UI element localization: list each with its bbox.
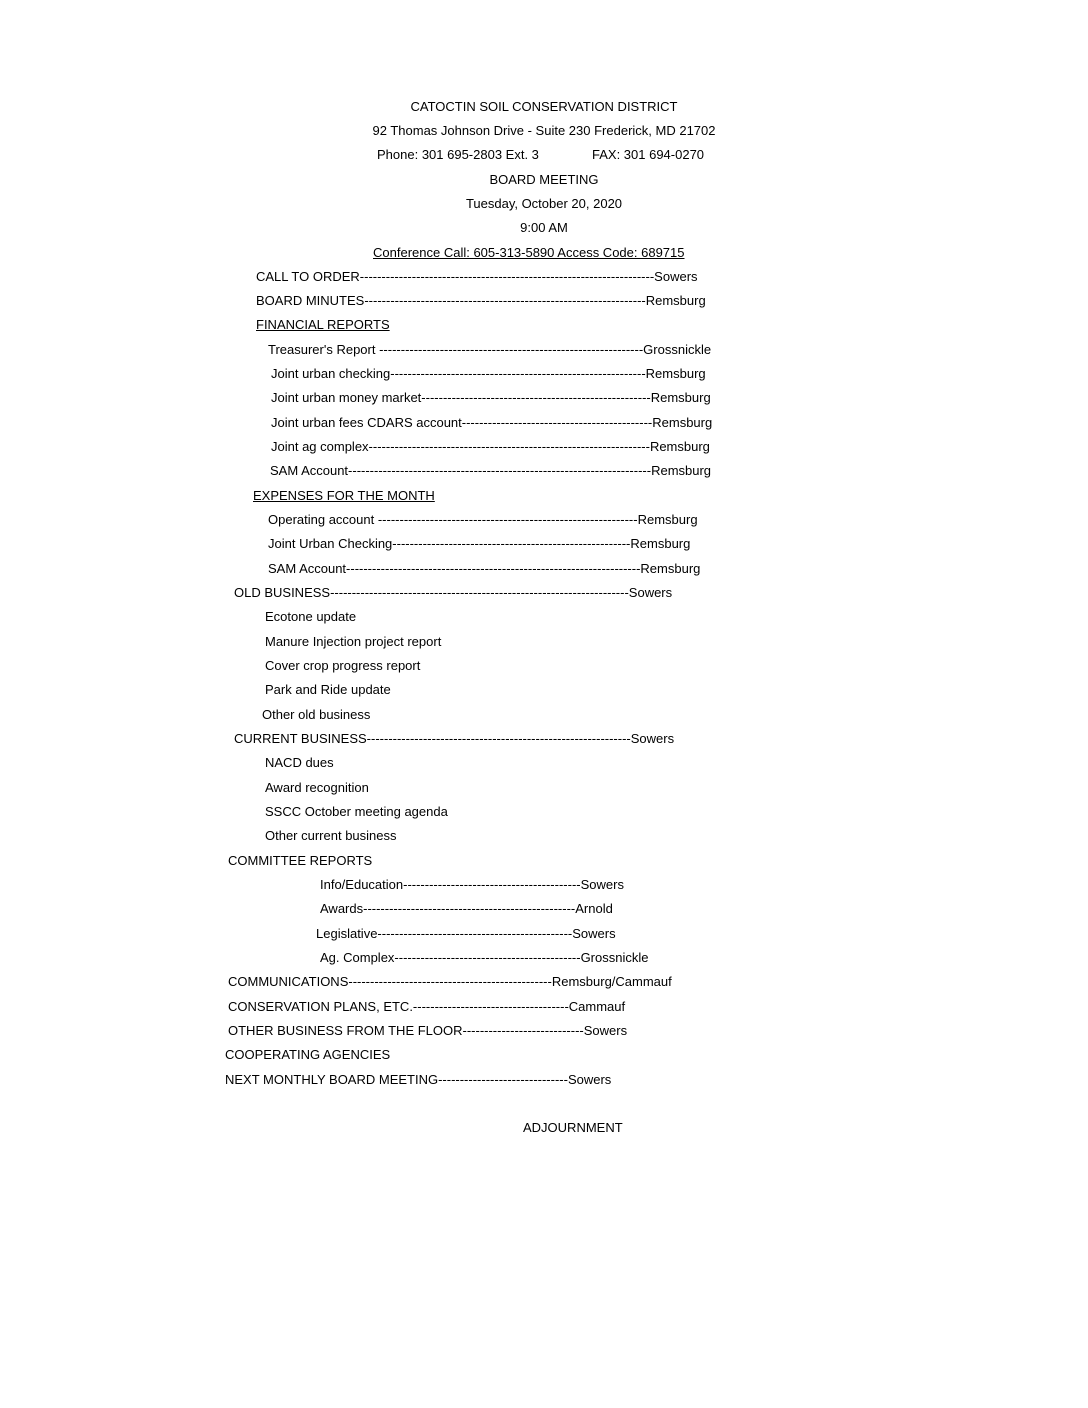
agenda-item-joint-urban-money-market: Joint urban money market-----------------------------------------------------Remsburg — [271, 390, 711, 405]
agenda-item-legislative: Legislative---------------------------------------------Sowers — [316, 926, 616, 941]
agenda-item-awards: Awards-------------------------------------------------Arnold — [320, 901, 613, 916]
agenda-item-other-old-business: Other old business — [262, 707, 371, 722]
org-title: CATOCTIN SOIL CONSERVATION DISTRICT — [410, 99, 678, 114]
section-financial-reports: FINANCIAL REPORTS — [256, 317, 390, 332]
agenda-item-info-education: Info/Education-----------------------------------------Sowers — [320, 877, 624, 892]
agenda-item-ecotone-update: Ecotone update — [265, 609, 357, 624]
section-expenses: EXPENSES FOR THE MONTH — [253, 488, 435, 503]
agenda-item-treasurers-report: Treasurer's Report -------------------------------------------------------------Grossnickle — [268, 342, 712, 357]
section-old-business: OLD BUSINESS---------------------------------------------------------------------Sowers — [234, 585, 673, 600]
section-committee-reports: COMMITTEE REPORTS — [228, 853, 373, 868]
agenda-item-board-minutes: BOARD MINUTES-----------------------------------------------------------------Remsburg — [256, 293, 706, 308]
agenda-item-sscc-agenda: SSCC October meeting agenda — [265, 804, 448, 819]
agenda-item-park-and-ride: Park and Ride update — [265, 682, 391, 697]
agenda-item-joint-urban-checking: Joint urban checking-----------------------------------------------------------Remsburg — [271, 366, 706, 381]
agenda-item-nacd-dues: NACD dues — [265, 755, 334, 770]
agenda-item-ag-complex: Ag. Complex-------------------------------------------Grossnickle — [320, 950, 649, 965]
agenda-item-joint-urban-fees-cdars: Joint urban fees CDARS account--------------------------------------------Remsburg — [271, 415, 713, 430]
address-line: 92 Thomas Johnson Drive - Suite 230 Frederick, MD 21702 — [372, 123, 716, 138]
agenda-item-sam-account-exp: SAM Account--------------------------------------------------------------------Remsburg — [268, 561, 701, 576]
section-cooperating-agencies: COOPERATING AGENCIES — [225, 1047, 391, 1062]
meeting-time: 9:00 AM — [520, 220, 568, 235]
section-next-meeting: NEXT MONTHLY BOARD MEETING------------------------------Sowers — [225, 1072, 612, 1087]
fax-line: FAX: 301 694-0270 — [592, 147, 705, 162]
agenda-item-award-recognition: Award recognition — [265, 780, 369, 795]
section-current-business: CURRENT BUSINESS-------------------------------------------------------------Sowers — [234, 731, 675, 746]
agenda-item-joint-urban-checking-exp: Joint Urban Checking-------------------------------------------------------Remsburg — [268, 536, 691, 551]
section-communications: COMMUNICATIONS-----------------------------------------------Remsburg/Cammauf — [228, 974, 672, 989]
agenda-item-other-current-business: Other current business — [265, 828, 397, 843]
agenda-item-call-to-order: CALL TO ORDER--------------------------------------------------------------------Sowers — [256, 269, 698, 284]
agenda-item-manure-injection: Manure Injection project report — [265, 634, 442, 649]
adjournment: ADJOURNMENT — [523, 1120, 623, 1135]
agenda-item-cover-crop: Cover crop progress report — [265, 658, 421, 673]
agenda-item-joint-ag-complex: Joint ag complex-----------------------------------------------------------------Remsburg — [271, 439, 710, 454]
meeting-title: BOARD MEETING — [489, 172, 599, 187]
agenda-item-operating-account: Operating account ------------------------------------------------------------Remsburg — [268, 512, 698, 527]
section-conservation-plans: CONSERVATION PLANS, ETC.------------------------------------Cammauf — [228, 999, 626, 1014]
phone-line: Phone: 301 695-2803 Ext. 3 — [377, 147, 539, 162]
agenda-item-sam-account: SAM Account----------------------------------------------------------------------Remsburg — [270, 463, 712, 478]
conference-call: Conference Call: 605-313-5890 Access Code: 689715 — [373, 245, 685, 260]
section-other-business-floor: OTHER BUSINESS FROM THE FLOOR----------------------------Sowers — [228, 1023, 628, 1038]
meeting-date: Tuesday, October 20, 2020 — [465, 196, 623, 211]
